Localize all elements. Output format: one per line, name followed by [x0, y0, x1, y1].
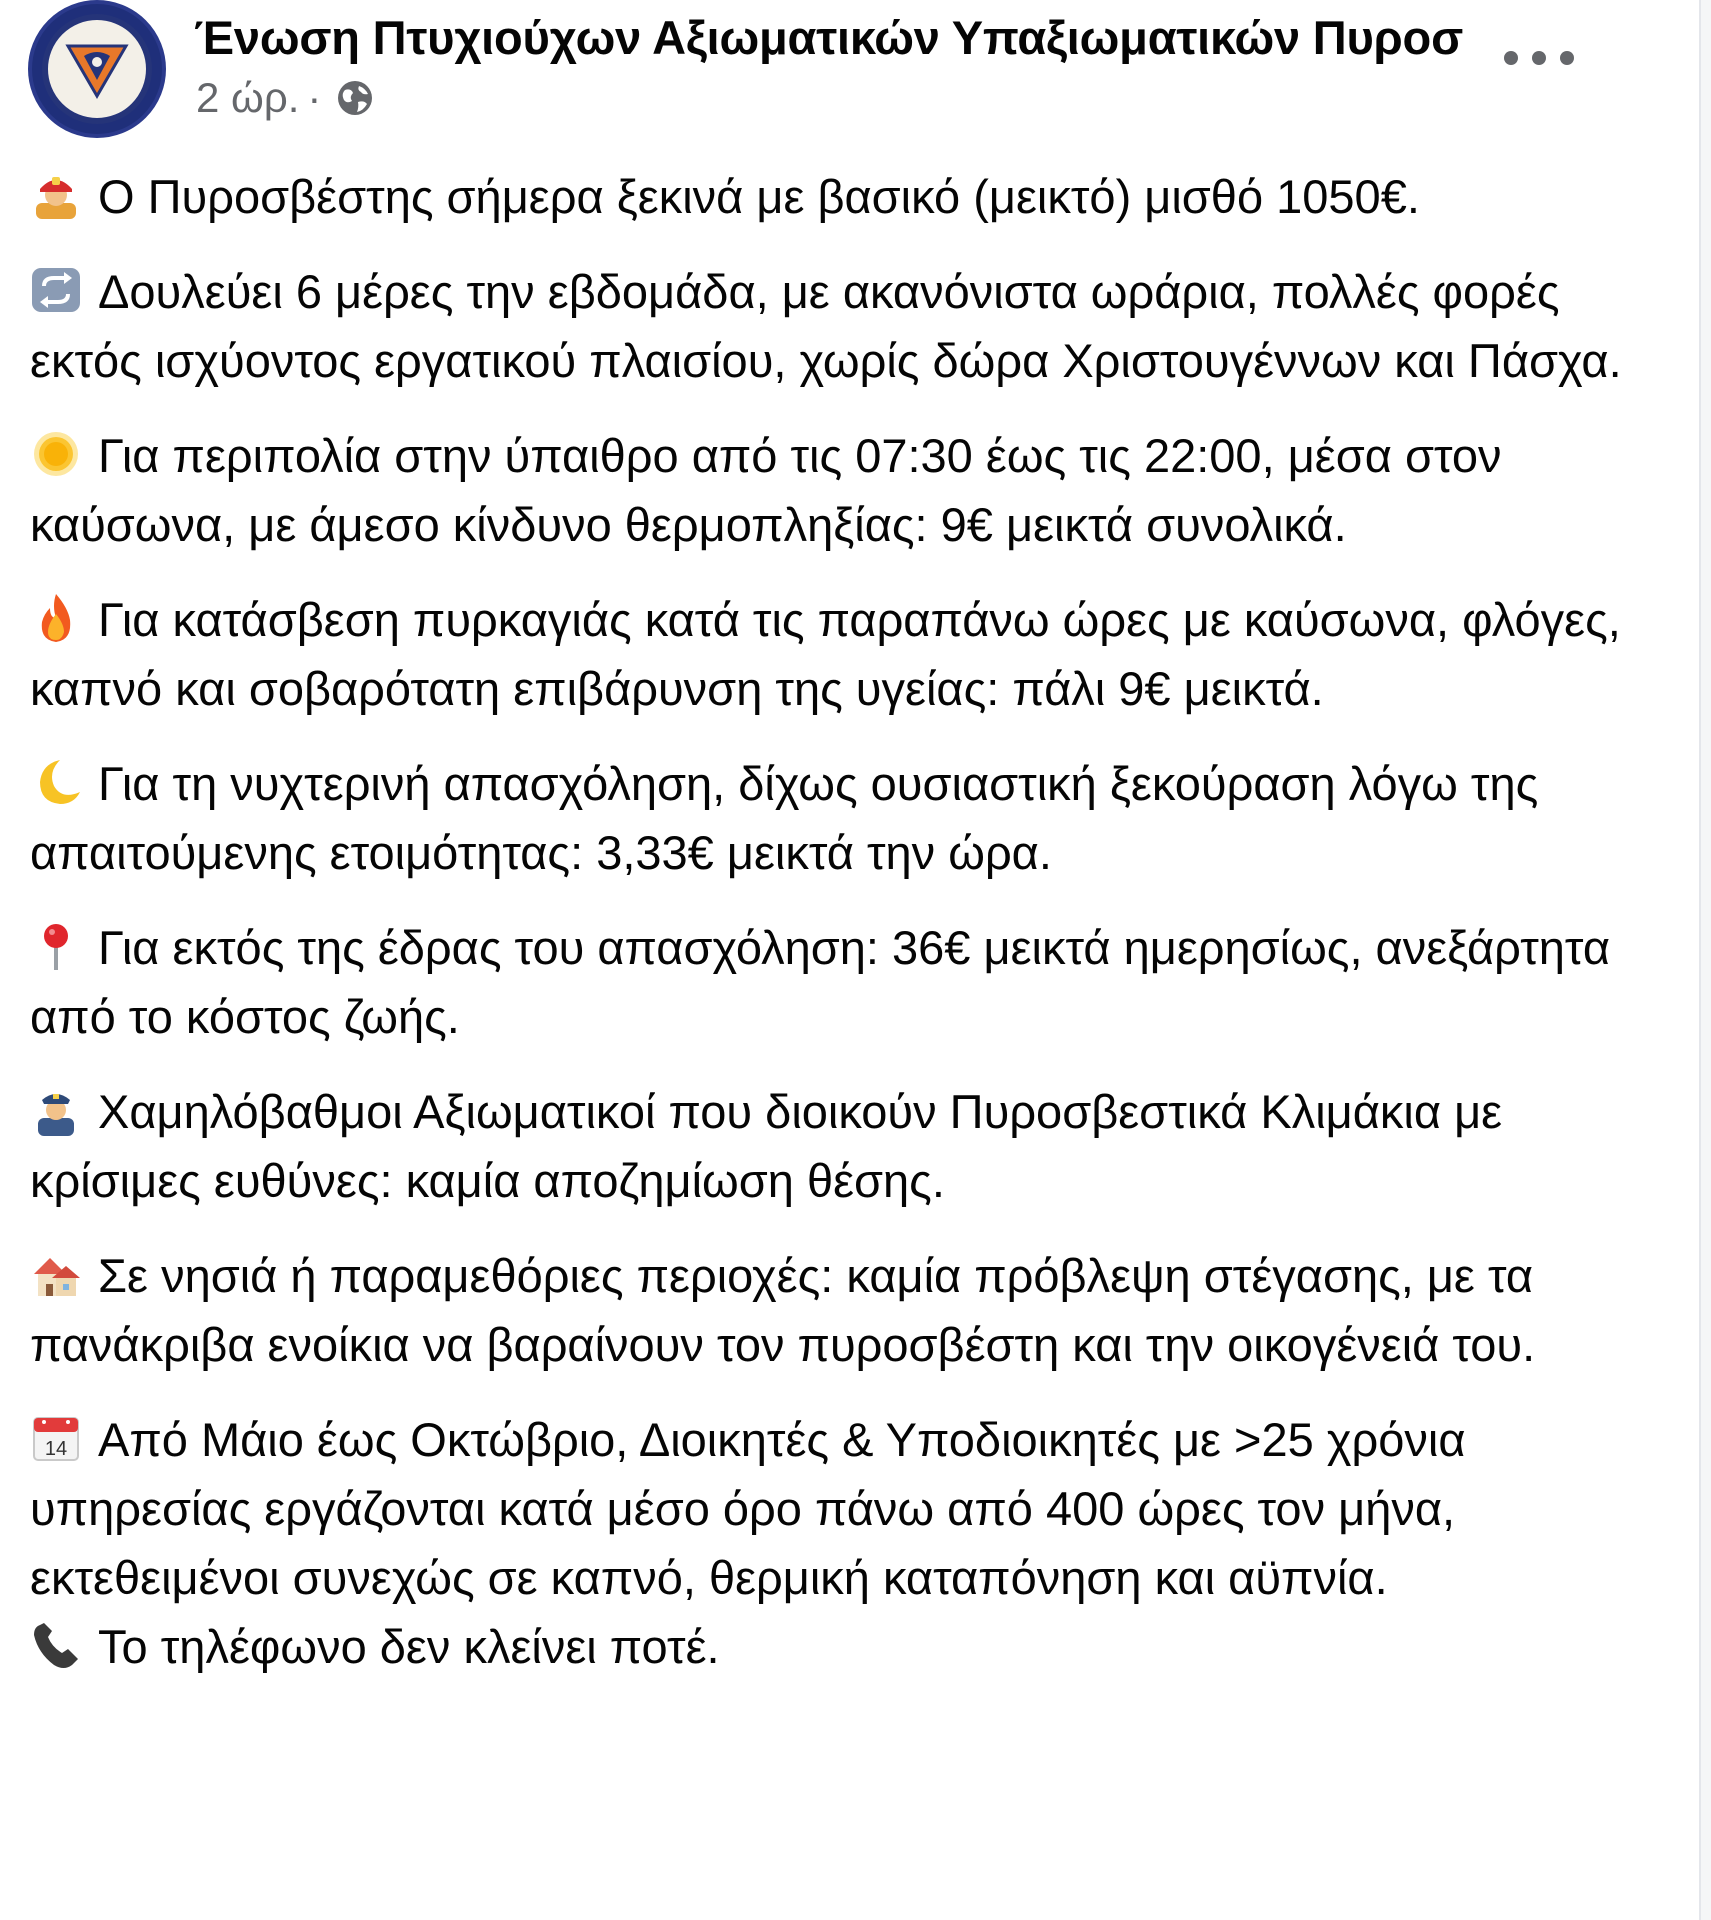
post-paragraph: [30, 421, 1670, 559]
union-logo: [42, 14, 152, 124]
paragraph-text: Σε νησιά ή παραμεθόριες περιοχές: καμία πρόβλεψη στέγασης, με τα πανάκριβα ενοίκια να βαραίνουν τον πυροσβέστη και την οικογένειά του.: [30, 1249, 1536, 1371]
post-paragraph: [30, 749, 1670, 887]
post-timestamp[interactable]: 2 ώρ.: [196, 74, 300, 121]
paragraph-text: Ο Πυροσβέστης σήμερα ξεκινά με βασικό (μεικτό) μισθό 1050€.: [98, 170, 1420, 223]
scrollbar[interactable]: [1699, 0, 1711, 1920]
more-options-icon-dot: [1532, 51, 1546, 65]
paragraph-text: Το τηλέφωνο δεν κλείνει ποτέ.: [98, 1620, 720, 1673]
meta-separator: ·: [307, 74, 322, 121]
globe-icon[interactable]: [335, 78, 375, 118]
more-options-icon: [1504, 51, 1518, 65]
repeat-emoji-icon: [30, 264, 82, 316]
paragraph-text: Χαμηλόβαθμοι Αξιωματικοί που διοικούν Πυροσβεστικά Κλιμάκια με κρίσιμες ευθύνες: καμία αποζημίωση θέσης.: [30, 1085, 1503, 1207]
firefighter-emoji-icon: [30, 169, 82, 221]
post-paragraph: [30, 257, 1670, 395]
post-paragraph: [30, 585, 1670, 723]
post-paragraph: [30, 1612, 1670, 1681]
police-officer-emoji-icon: [30, 1084, 82, 1136]
houses-emoji-icon: [30, 1248, 82, 1300]
paragraph-text: Για τη νυχτερινή απασχόληση, δίχως ουσιαστική ξεκούραση λόγω της απαιτούμενης ετοιμότητας: 3,33€ μεικτά την ώρα.: [30, 757, 1539, 879]
page-name-link[interactable]: Ένωση Πτυχιούχων Αξιωματικών Υπαξιωματικών Πυροσ: [194, 11, 1464, 64]
more-options-button[interactable]: [1504, 38, 1574, 78]
fire-emoji-icon: [30, 592, 82, 644]
post-paragraph: [30, 913, 1670, 1051]
post-paragraph: [30, 1241, 1670, 1379]
paragraph-text: Για περιπολία στην ύπαιθρο από τις 07:30 έως τις 22:00, μέσα στον καύσωνα, με άμεσο κίνδυνο θερμοπληξίας: 9€ μεικτά συνολικά.: [30, 429, 1502, 551]
post-header: [28, 0, 1628, 140]
more-options-icon-dot: [1560, 51, 1574, 65]
sun-emoji-icon: [30, 428, 82, 480]
crescent-moon-emoji-icon: [30, 756, 82, 808]
paragraph-text: Δουλεύει 6 μέρες την εβδομάδα, με ακανόνιστα ωράρια, πολλές φορές εκτός ισχύοντος εργατικού πλαισίου, χωρίς δώρα Χριστουγέννων και Πάσχα.: [30, 265, 1622, 387]
page-avatar[interactable]: [28, 0, 166, 138]
paragraph-text: Για κατάσβεση πυρκαγιάς κατά τις παραπάνω ώρες με καύσωνα, φλόγες, καπνό και σοβαρότατη επιβάρυνση της υγείας: πάλι 9€ μεικτά.: [30, 593, 1621, 715]
calendar-day: 14: [44, 1438, 68, 1460]
post-body: [30, 162, 1670, 1707]
logo-shield-icon: [62, 34, 132, 104]
paragraph-text: Από Μάιο έως Οκτώβριο, Διοικητές & Υποδιοικητές με >25 χρόνια υπηρεσίας εργάζονται κατά μέσο όρο πάνω από 400 ώρες τον μήνα, εκτεθειμένοι συνεχώς σε καπνό, θερμική καταπόνηση και αϋπνία.: [30, 1413, 1466, 1604]
calendar-emoji-icon: [30, 1412, 82, 1464]
post-paragraph: [30, 1077, 1670, 1215]
post-paragraph: [30, 1405, 1670, 1612]
post-paragraph: [30, 162, 1670, 231]
telephone-receiver-emoji-icon: [30, 1619, 82, 1671]
paragraph-text: Για εκτός της έδρας του απασχόληση: 36€ μεικτά ημερησίως, ανεξάρτητα από το κόστος ζωής.: [30, 921, 1610, 1043]
round-pushpin-emoji-icon: [30, 920, 82, 972]
post-meta: [196, 74, 375, 122]
